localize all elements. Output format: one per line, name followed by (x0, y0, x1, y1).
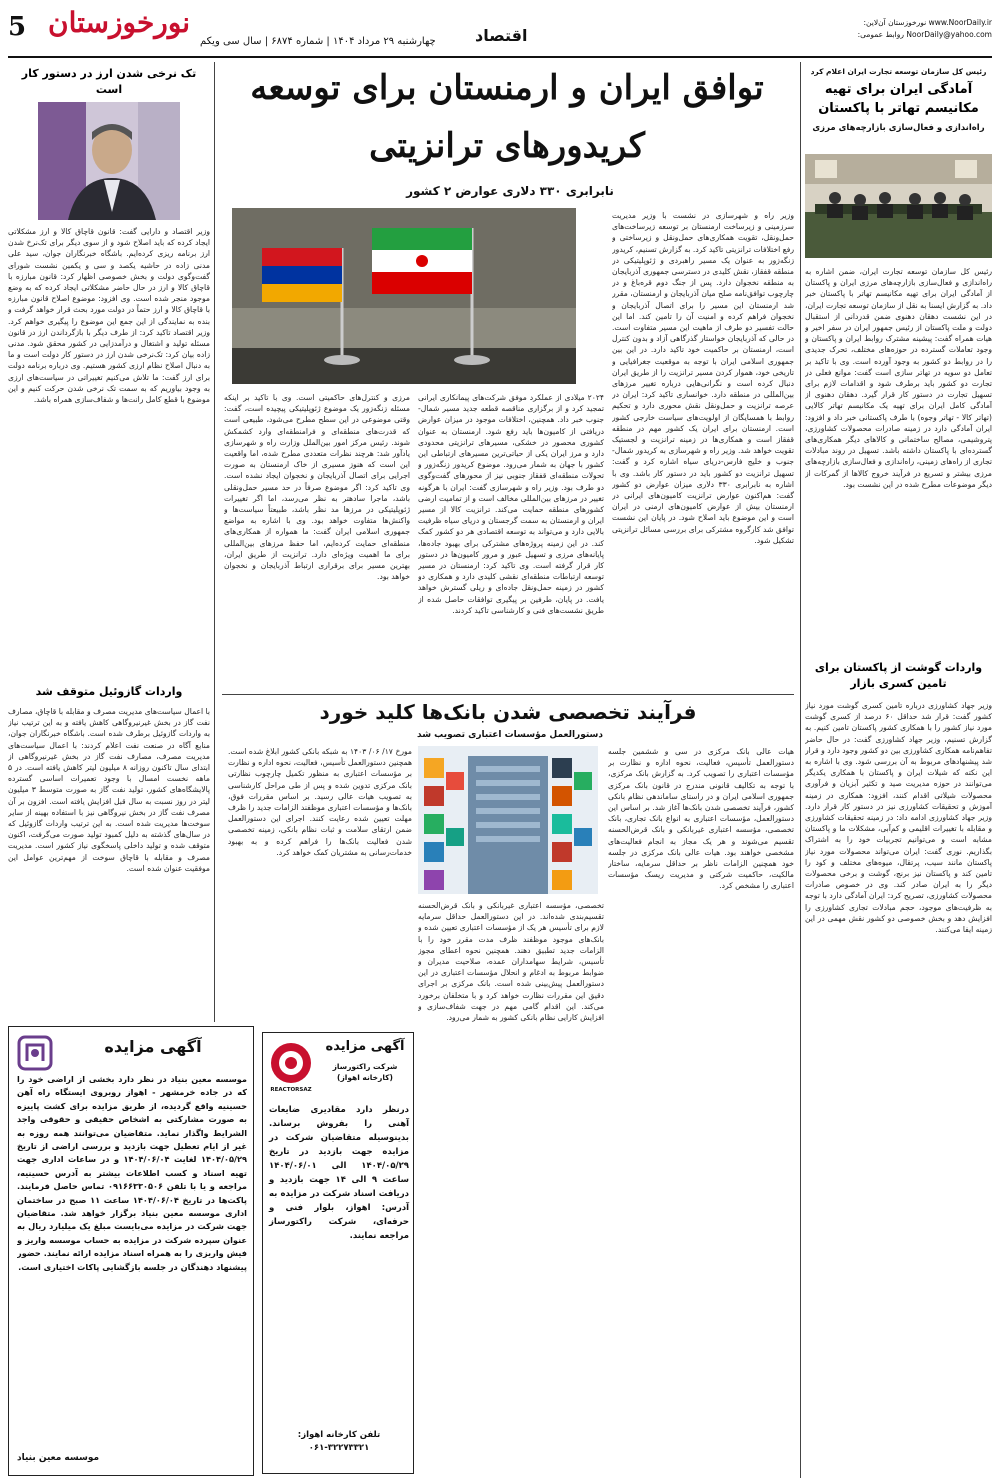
column-rule-right (800, 62, 801, 1478)
bank-logos-photo (418, 746, 598, 894)
moein-bonyad-ad (8, 1026, 254, 1476)
flags-photo (232, 208, 576, 384)
ad-center-phone[interactable]: تلفن کارخانه اهواز: ۳۲۲۷۳۳۲۱-۰۶۱ (297, 1430, 381, 1453)
header-rule (8, 56, 992, 58)
main-article-rule (222, 694, 794, 695)
ad-left-footer: موسسه معین بنیاد (17, 1453, 100, 1463)
bank-subheadline: دستورالعمل مؤسسات اعتباری تصویب شد (417, 730, 603, 740)
reactorsaz-logo-text: REACTORSAZ (270, 1087, 312, 1093)
ad-center-company: شرکت راکتورساز (کارخانه اهواز) (332, 1062, 398, 1082)
website-line[interactable]: www.NoorDaily.ir نورخوزستان آن‌لاین: (863, 18, 992, 27)
main-col-2: ۲۰۲۴ میلادی از عملکرد موفق شرکت‌های پیمانکاری ایرانی تمجید کرد و از برگزاری مناقصه قطعه جدید مسیر شمال-جنوب خبر داد. همچنین، اختلافات موجود در میزان عوارض دریافتی از کامیون‌ها باید رفع شود. ارمنستان به عنوان کشوری محصور در خشکی، مسیرهای ترانزیتی محدودی دارد و مرز ایران یکی از حیاتی‌ترین مسیرهای ارتباطی این کشور با جهان به شمار می‌رود. موضوع کریدور زنگه‌زور و تحولات منطقه‌ای قفقاز جنوبی نیز از محورهای گفت‌وگوی دو طرف بود. وزیر راه و شهرسازی گفت: ایران با هرگونه تغییر در مرزهای بین‌المللی مخالف است و از تمامیت ارضی کشورهای منطقه حمایت می‌کند. ترانزیت کالا از مسیر ایران و ارمنستان به سمت گرجستان و دریای سیاه ظرفیت بالایی دارد و می‌تواند به توسعه اقتصادی هر دو کشور کمک کند. در این زمینه پروژه‌های مشترکی برای بهبود جاده‌ها، پایانه‌های مرزی و تسهیل عبور و مرور کامیون‌ها در دستور کار قرار گرفته است. وی تاکید کرد: ارمنستان در مسیر توسعه ارتباطات منطقه‌ای نقشی کلیدی دارد و همکاری دو کشور در زمینه حمل‌ونقل جاده‌ای و ریلی گسترش خواهد یافت. در پایان، طرفین بر پیگیری توافقات حاصل شده از طریق نشست‌های فنی و کارشناسی تاکید کردند. (418, 393, 604, 615)
reactorsaz-ad (262, 1032, 414, 1474)
left-article (8, 66, 210, 1022)
page-number: 5 (8, 12, 27, 42)
right-body-2: وزیر جهاد کشاورزی درباره تامین کسری گوشت مورد نیاز کشور گفت: قرار شد حداقل ۶۰ درصد از کسری گوشت مورد نیاز کشور را با همکاری کشور پاکستان تامین کنیم. به گزارش تسنیم، وزیر جهاد کشاورزی گفت: در حال حاضر تفاهم‌نامه همکاری کشاورزی بین دو کشور وجود دارد و قرار شد پیشنهادهای مربوط به آن بررسی شود. وی با اشاره به این نکته که شیلات ایران و پاکستان با همکاری یکدیگر می‌توانند در حوزه مدیریت صید و تکثیر آبزیان و فرآوری محصولات شیلاتی اقدام کنند، افزود: همکاری در زمینه آموزش و تحقیقات کشاورزی نیز در دستور کار قرار دارد. وزیر جهاد کشاورزی ادامه داد: در زمینه تحقیقات کشاورزی و مقابله با تغییرات اقلیمی و کم‌آبی، مشکلات ما و پاکستان مشابه است و می‌توانیم تجربیات خود را به اشتراک بگذاریم. نوری گفت: ایران می‌تواند محصولات مورد نیاز پاکستان مانند سیب، پرتقال، میوه‌های مختلف و کود را تامین کند و پاکستان نیز برنج، گوشت و برخی محصولات دیگر را به ایران صادر کند. وی در خصوص صادرات محصولات کشاورزی، تصریح کرد: ایران آمادگی دارد با توجه به ظرفیت‌های موجود، حجم مبادلات تجاری کشاورزی را افزایش دهد و بخش خصوصی دو کشور نقش مهمی در این زمینه ایفا می‌کنند. (805, 701, 992, 935)
ad-left-body: موسسه معین بنیاد در نظر دارد بخشی از اراضی خود را که در جاده خرمشهر - اهواز روبروی ایستگاه راه آهن حسینیه واقع گردیده، از طریق مزایده برای کشت پاییزه به صورت مشارکتی به اشخاص حقیقی و حقوقی واجد الشرایط واگذار نماید. متقاضیان می‌توانند همه روزه به غیر از ایام تعطیل جهت بازدید و بررسی اراضی از تاریخ ۱۴۰۴/۰۵/۲۹ لغایت ۱۴۰۴/۰۶/۰۴ و در ساعات اداری جهت تهیه اسناد و کسب اطلاعات بیشتر به آدرس حسینیه، مراجعه و یا با تلفن ۰۹۱۶۶۳۳۰۵۰۶ تماس حاصل فرمایند. پاکت‌ها در تاریخ ۱۴۰۴/۰۶/۰۴ ساعت ۱۱ صبح در ساختمان اداری موسسه معین بنیاد برگزار خواهد شد. متقاضیان جهت شرکت در مزایده می‌بایست مبلغ یک میلیارد ریال به عنوان سپرده شرکت در مزایده به حساب موسسه واریز و فیش واریزی را به همراه اسناد مزایده ارائه نمایند. حضور پیشنهاد دهندگان در جلسه بازگشایی پاکات اختیاری است. (17, 1074, 247, 1272)
ad-center-body: درنظر دارد مقادیری ضایعات آهنی را بفروش برساند. بدینوسیله متقاضیان شرکت در مزایده جهت بازدید در تاریخ ۱۴۰۴/۰۵/۲۹ الی ۱۴۰۴/۰۶/۰۱ ساعت ۹ الی ۱۴ جهت بازدید و دریافت اسناد شرکت در مزایده به آدرس: اهواز، بلوار فنی و حرفه‌ای، شرکت راکتورساز مراجعه نمایند. (269, 1105, 409, 1241)
main-col-3: مرزی و کنترل‌های حاکمیتی است. وی با تاکید بر اینکه مسئله زنگه‌زور یک موضوع ژئوپلیتیکی پیچیده است، گفت: وقتی موضوعی در این سطح مطرح می‌شود، طبیعی است که قدرت‌های منطقه‌ای و فرامنطقه‌ای وارد کشمکش شوند. رئیس مرکز امور بین‌الملل وزارت راه و شهرسازی یادآور شد: هرچند نظرات متعددی مطرح شده، اما واقعیت این است که هنوز مسیری از خاک ارمنستان به صورت اجرایی برای اتصال آذربایجان و نخجوان ایجاد نشده است. وی تاکید کرد: اگر موضوع صرفاً در حد مسیر حمل‌ونقلی باشد، ماجرا سادهتر به نظر می‌رسد، اما اگر تغییرات ژئوپلیتیکی در مرزها مد نظر باشد، طبیعتاً سیاست‌ها و واکنش‌ها متفاوت خواهد بود. وی با اشاره به مواضع جمهوری اسلامی ایران گفت: ما همواره از همکاری‌های منطقه‌ای حمایت کرده‌ایم، اما حفظ مرزهای بین‌المللی برای ما اهمیت ویژه‌ای دارد. ترانزیت از طریق ایران، بهترین مسیر برای برقراری ارتباط آذربایجان و نخجوان خواهد بود. (224, 393, 410, 582)
ad-left-title: آگهی مزایده (104, 1037, 202, 1056)
moein-logo (17, 1035, 53, 1071)
reactorsaz-logo (269, 1041, 313, 1085)
newspaper-logo: نورخوزستان (48, 6, 191, 39)
minister-portrait (38, 102, 180, 220)
main-headline-2: کریدورهای ترانزیتی (369, 126, 645, 166)
right-section-headline: واردات گوشت از پاکستان برای تامین کسری بازار (814, 661, 983, 690)
right-headline: آمادگی ایران برای تهیه مکانیسم تهاتر با پاکستان (818, 82, 979, 116)
right-body-1: رئیس کل سازمان توسعه تجارت ایران، ضمن اشاره به راه‌اندازی و فعال‌سازی بازارچه‌های مرزی ایران و پاکستان از آمادگی ایران برای تهیه مکانیسم تهاتر با پاکستان خبر داد. به گزارش ایسنا به نقل از سازمان توسعه تجارت ایران، در این نشست دهقان دهنوی ضمن قدردانی از استقبال دولت و ملت پاکستان از رئیس جمهور ایران در سفر اخیر و هیات همراه گفت: پیشینه مشترک روابط ایران و پاکستان و وجود تعاملات گسترده در حوزه‌های مختلف، تحرک جدیدی را در روابط دو کشور به وجود آورده است. وی با تاکید بر تعامل دو سویه در تهاتر سازی است گفت: موانع فعلی در تجارت دو کشور باید برطرف شود و اقدامات لازم برای تسهیل تجارت در دستور کار قرار گیرد. دهقان دهنوی از آمادگی کامل ایران برای تهیه یک مکانیسم تهاتر کالایی (تهاتر کالا - تهاتر وجوه) با طرف پاکستانی خبر داد و افزود: ایران آمادگی دارد در زمینه صادرات محصولات کشاورزی، پتروشیمی، مصالح ساختمانی و کالاهای دیگر همکاری‌های گسترده‌ای با پاکستان داشته باشد. تسهیل در روند مبادلات تجاری از راه‌های زمینی، راه‌اندازی و فعال‌سازی بازارچه‌های مرزی بیشتر و تسریع در فرآیند خروج کالاها از گمرکات از دیگر موضوعات مطرح شده در این نشست بود. (805, 267, 992, 489)
left-body-2: با اعمال سیاست‌های مدیریت مصرف و مقابله با قاچاق، مصارف نفت گاز در بخش غیرنیروگاهی کاهش یافته و به این ترتیب نیاز به واردات گازوئیل برطرف شده است. باشگاه خبرنگاران جوان، منابع آگاه در صنعت نفت اعلام کردند: با اعمال سیاست‌های مدیریت مصرف، مصارف نفت گاز در بخش غیرنیروگاهی از ابتدای سال تاکنون روزانه ۸ میلیون لیتر کاهش یافته است. در ۵ ماهه نخست امسال با وجود تعمیرات اساسی گسترده پالایشگاه‌های کشور، تولید نفت گاز به صورت متوسط ۳ میلیون لیتر در روز نسبت به سال قبل افزایش یافته است. افزون بر آن مصرف نفت گاز در بخش نیروگاهی نیز با استفاده بهینه از سایر سوخت‌ها مدیریت شده است. به این ترتیب واردات گازوئیل که در سال‌های گذشته به دلیل کمبود تولید صورت می‌گرفت، اکنون متوقف شده و تولید داخلی پاسخگوی نیاز کشور است. مدیریت مصرف و مقابله با قاچاق سوخت از مهم‌ترین عوامل این موفقیت عنوان شده است. (8, 707, 210, 873)
left-body-1: وزیر اقتصاد و دارایی گفت: قانون قاچاق کالا و ارز مشکلاتی ایجاد کرده که باید اصلاح شود و از سوی دیگر برای تک‌نرخ شدن ارز برنامه ریزی کرده‌ایم. باشگاه خبرنگاران جوان، سید علی مدنی زاده در حاشیه یکصد و سی و یکمین نشست شورای گفت‌وگوی دولت و بخش خصوصی اظهار کرد: قانون مبارزه با قاچاق کالا و ارز در حال حاضر مشکلاتی ایجاد کرده که به وضع موجود منجر شده است. وی افزود: موضوع اصلاح قانون مبارزه با قاچاق کالا و ارز حتماً در دولت مورد بحث قرار خواهد گرفت و بنده به نمایندگی از این جمع این موضوع را پیگیری خواهم کرد. وزیر اقتصاد تاکید کرد: از طرف دیگر با بازگرداندن ارز در قانون مسئله تولید و اشتغال و درآمدزایی در کشور محقق شود. مدنی زاده بیان کرد: تک‌نرخی شدن ارز در دستور کار دولت است و ما به دنبال اصلاح نظام ارزی کشور هستیم. وی درباره برنامه دولت برای ارز گفت: ما تلاش می‌کنیم تغییراتی در سیاست‌های ارزی به وجود بیاوریم که به سمت تک نرخی شدن حرکت کنیم و این موضوع با قطع کامل رانت‌ها و شفاف‌سازی همراه باشد. (8, 227, 210, 405)
right-kicker: رئیس کل سازمان توسعه تجارت ایران اعلام کرد (810, 67, 987, 76)
section-title: اقتصاد (475, 26, 528, 45)
bank-col-2: تخصصی، مؤسسه اعتباری غیربانکی و بانک قرض‌الحسنه تقسیم‌بندی شده‌اند. در این دستورالعمل حداقل سرمایه لازم برای تأسیس هر یک از مؤسسات اعتباری تعیین شده و بانک‌های موجود موظفند ظرف مدت مقرر خود را با الزامات جدید تطبیق دهند. همچنین نحوه اعطای مجوز تأسیس، شرایط سهامداران عمده، صلاحیت مدیران و ضوابط مربوط به ادغام و انحلال مؤسسات اعتباری در این دستورالعمل پیش‌بینی شده است. بانک مرکزی بر اجرای دقیق این مقررات نظارت خواهد کرد و با متخلفان برخورد می‌کند. این اقدام گامی مهم در جهت شفاف‌سازی و افزایش کارایی نظام بانکی کشور به شمار می‌رود. (418, 901, 604, 1023)
left-section-headline: واردات گازوئیل متوقف شد (35, 685, 183, 698)
right-subhead: راه‌اندازی و فعال‌سازی بازارچه‌های مرزی (812, 123, 985, 133)
main-headline-1: توافق ایران و ارمنستان برای توسعه (250, 68, 764, 108)
bank-col-3: مورخ ۱۷/ ۰۶/ ۱۴۰۳ به شبکه بانکی کشور ابلاغ شده است. همچنین دستورالعمل تأسیس، فعالیت، نحوه اداره و نظارت بر مؤسسات اعتباری به منظور تکمیل چارچوب نظارتی بانک مرکزی تدوین شده و پس از طی مراحل کارشناسی به تصویب هیات عالی رسید. بر اساس مقررات فوق، بانک‌ها و مؤسسات اعتباری موظفند الزامات جدید را ظرف مهلت تعیین شده رعایت کنند. اجرای این دستورالعمل ضمن ارتقای سلامت و ثبات نظام بانکی، زمینه تخصصی شدن فعالیت بانک‌ها را فراهم کرده و به بهبود خدمات‌رسانی به مشتریان کمک خواهد کرد. (228, 747, 412, 857)
bank-headline: فرآیند تخصصی شدن بانک‌ها کلید خورد (319, 700, 697, 724)
main-subheadline: نابرابری ۳۳۰ دلاری عوارض ۲ کشور (406, 184, 614, 198)
issue-date-line: چهارشنبه ۲۹ مرداد ۱۴۰۴ | شماره ۶۸۷۴ | سال سی ویکم (200, 36, 436, 47)
column-rule-left (214, 62, 215, 1022)
main-col-1: وزیر راه و شهرسازی در نشست با وزیر مدیریت سرزمینی و زیرساخت ارمنستان بر توسعه زیرساخت‌های حمل‌ونقل، تقویت همکاری‌های حمل‌ونقل و زیرساختی و رفع اختلافات ترانزیتی تاکید کرد. به گزارش تسنیم، کریدور زنگه‌زور به عنوان یک مسیر راهبردی و ژئوپلیتیکی در منطقه قفقاز، نقش کلیدی در دسترسی جمهوری آذربایجان به منطقه نخجوان دارد. پس از جنگ دوم قره‌باغ و در چارچوب توافق‌نامه صلح میان آذربایجان و ارمنستان، مقرر شد ارمنستان این مسیر را برای اتصال آذربایجان و نخجوان فراهم کرده و امنیت آن را تامین کند. اما این حالت تفسیر دو طرف از ماهیت این مسیر متفاوت است. در حالی که آذربایجان خواستار گذرگاهی آزاد و بدون کنترل است، ارمنستان بر حاکمیت خود تاکید دارد. در این بین جمهوری اسلامی ایران با توجه به موقعیت جغرافیایی و تاریخی خود، هموار کردن مسیر ترانزیت را از طریق ایران دنبال کرده است و نگرانی‌هایی درباره تغییر مرزهای بین‌المللی در منطقه دارد. خوانساری تاکید کرد: ایران در عرصه ترانزیت و حمل‌ونقل نقش محوری دارد و تحکیم روابط با همسایگان از اولویت‌های سیاست خارجی کشور است. ارمنستان برای ایران یک کشور مهم در منطقه قفقاز است و همکاری‌ها در زمینه ترانزیت و لجستیک تقویت خواهد شد. وزیر راه و شهرسازی به کریدور شمال-جنوب و خلیج فارس-دریای سیاه اشاره کرد و گفت: تسهیل ترانزیت دو کشور باید در دستور کار باشد. وی با اشاره به نابرابری ۳۳۰ دلاری میزان عوارض دو کشور گفت: هم‌اکنون عوارض ترانزیت کامیون‌های ایرانی در ارمنستان بیش از عوارض کامیون‌های ارمنی در ایران است و این موضوع باید اصلاح شود. در پایان این نشست توافق شد کارگروه مشترکی برای بررسی مسائل ترانزیتی تشکیل شود. (612, 211, 794, 545)
right-article (805, 66, 992, 1476)
meeting-photo (805, 154, 992, 258)
left-headline: تک نرخی شدن ارز در دستور کار است (21, 67, 197, 96)
ad-center-title: آگهی مزایده (325, 1039, 405, 1054)
masthead (0, 0, 1000, 58)
bank-col-1: هیات عالی بانک مرکزی در سی و ششمین جلسه دستورالعمل تأسیس، فعالیت، نحوه اداره و نظارت بر مؤسسات اعتباری را تصویب کرد. به گزارش بانک مرکزی، با توجه به تکالیف قانونی مندرج در قانون بانک مرکزی جمهوری اسلامی ایران و در راستای ساماندهی نظام بانکی کشور، فرآیند تخصصی شدن بانک‌ها آغاز شد. بر اساس این دستورالعمل، مؤسسات اعتباری به انواع بانک تجاری، بانک تخصصی، مؤسسه اعتباری غیربانکی و بانک قرض‌الحسنه تقسیم می‌شوند و هر یک مجاز به انجام فعالیت‌های مشخصی خواهند بود. هیات عالی بانک مرکزی در جلسه خود همچنین الزامات ناظر بر حداقل سرمایه، ساختار مالکیت، حاکمیت شرکتی و مدیریت ریسک مؤسسات اعتباری را مشخص کرد. (608, 747, 794, 891)
email-line[interactable]: NoorDaily@yahoo.com روابط عمومی: (857, 30, 992, 39)
